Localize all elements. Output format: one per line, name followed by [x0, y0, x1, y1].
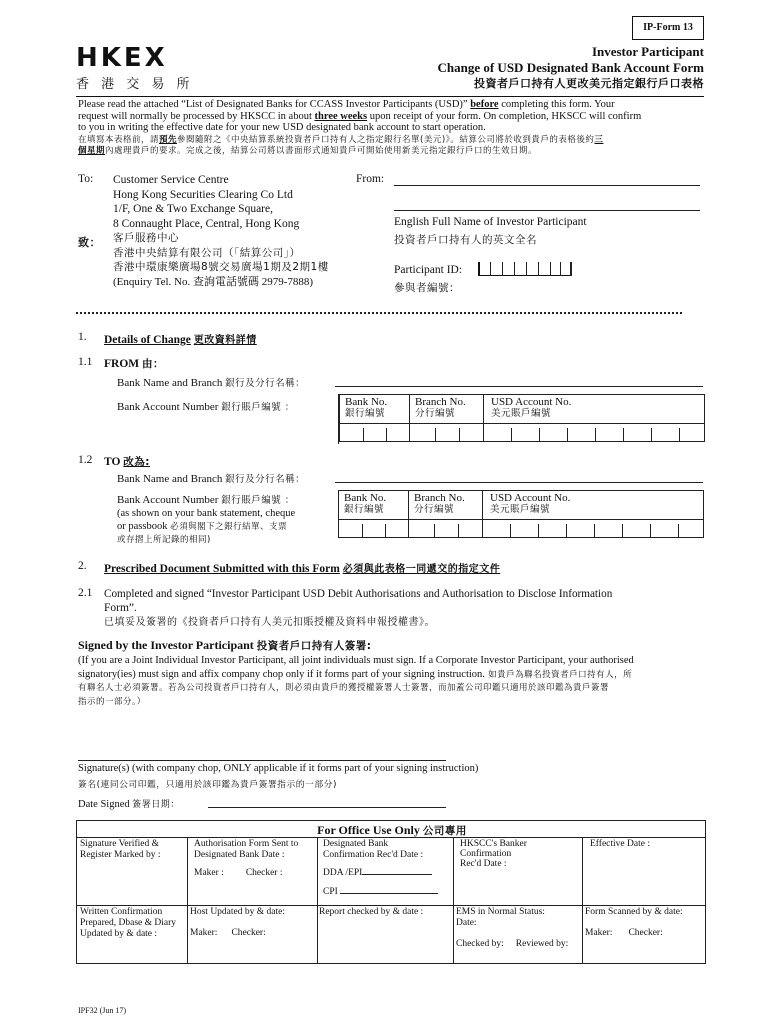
section1-num: 1.	[78, 331, 87, 343]
s11-acct-label: Bank Account Number 銀行賬戶編號 ：	[117, 401, 295, 413]
ip-name-label-zh: 投資者戶口持有人的英文全名	[394, 234, 537, 246]
col-branch-no: Branch No. 分行編號	[415, 396, 466, 419]
signed-title: Signed by the Investor Participant 投資者戶口持有人簽署:	[78, 638, 372, 652]
zhi-label: 致：	[78, 236, 101, 249]
s12-bank-name-label: Bank Name and Branch 銀行及分行名稱：	[117, 473, 306, 485]
date-signed-field[interactable]	[208, 807, 446, 808]
s11-label: FROM 由：	[104, 358, 165, 370]
cell-signature-verified: Signature Verified & Register Marked by :	[80, 839, 161, 860]
section2-num: 2.	[78, 560, 87, 572]
cell-auth-form-sent: Authorisation Form Sent to Designated Bank Date : Maker : Checker :	[194, 839, 299, 878]
cell-effective-date: Effective Date :	[590, 839, 650, 849]
s11-bank-name-field[interactable]	[335, 386, 703, 387]
title-line3-zh: 投資者戶口持有人更改美元指定銀行戶口表格	[474, 77, 704, 90]
col-branch-no: Branch No. 分行編號	[414, 492, 465, 515]
s12-acct-label: Bank Account Number 銀行賬戶編號 ： (as shown on your bank statement, cheque or passbook 必須與閣下之銀行結單、支票 或存摺上所記錄的相同)	[117, 494, 296, 545]
cell-hkscc-banker: HKSCC's Banker Confirmation Rec'd Date :	[460, 839, 527, 869]
section2-title: Prescribed Document Submitted with this Form 必須與此表格一同遞交的指定文件	[104, 563, 501, 575]
s12-acct-table[interactable]	[338, 490, 704, 540]
cell-host-updated: Host Updated by & date: Maker: Checker:	[190, 907, 285, 938]
s11-digit-boxes[interactable]	[339, 424, 705, 442]
signed-instructions: (If you are a Joint Individual Investor Participant, all joint individuals must sign. If a Corporate Investor Participant, your authorised signatory(ies) must sign and affix company chop only if it forms part of your signing instruction. 如貴戶為聯名投資者戶口持有人，所 有聯名人士必須簽署。若為公司投資者戶口持有人，則必須由貴戶的獲授權簽署人士簽署，而加蓋公司印鑑只適用於該印鑑為貴戶簽署 指示的一部分。）	[78, 655, 634, 707]
cell-written-confirmation: Written Confirmation Prepared, Dbase & Diary Updated by & date :	[80, 907, 177, 939]
section1-title: Details of Change 更改資料詳情	[104, 334, 257, 346]
from-label: From:	[356, 173, 385, 185]
cell-form-scanned: Form Scanned by & date: Maker: Checker:	[585, 907, 683, 938]
s12-label: TO 改為:	[104, 456, 150, 468]
s12-bank-name-field[interactable]	[335, 482, 703, 483]
ip-name-label: English Full Name of Investor Participant	[394, 216, 587, 228]
cell-report-checked: Report checked by & date :	[319, 907, 424, 917]
s21-num: 2.1	[78, 587, 93, 599]
s21-text: Completed and signed “Investor Participant USD Debit Authorisations and Authorisation to Disclose Information Form”. 已填妥及簽署的《投資者戶口持有人美元扣賬授權及資料申報授權書》。	[104, 588, 613, 628]
s11-bank-name-label: Bank Name and Branch 銀行及分行名稱：	[117, 377, 306, 389]
office-title: For Office Use Only 公司專用	[317, 823, 467, 837]
logo-text: HKEX	[76, 43, 168, 73]
participant-id-boxes[interactable]	[478, 262, 571, 276]
address-block: Customer Service Centre Hong Kong Securities Clearing Co Ltd 1/F, One & Two Exchange Square, 8 Connaught Place, Central, Hong Kong 客戶服務中心 香港中央結算有限公司（「結算公司」） 香港中環康樂廣場8號交易廣場1期及2期1樓 (Enquiry Tel. No. 查詢電話號碼 2979-7888)	[113, 174, 329, 288]
title-line2: Change of USD Designated Bank Account Form	[437, 60, 704, 75]
s11-acct-table[interactable]	[338, 394, 704, 444]
header-rule	[76, 96, 704, 97]
date-signed-label: Date Signed 簽署日期：	[78, 799, 180, 810]
intro-text: Please read the attached “List of Designated Banks for CCASS Investor Participants (USD)” before completing this form. Your request will normally be processed by HKSCC in about three weeks upon receipt of your form. On completion, HKSCC will confirm to you in writing the effective date for your new USD designated bank account to start operation. 在填寫本表格前，請預先參閱隨附之《中央結算系統投資者戶口持有人之指定銀行名單(美元)》。結算公司將於收到貴戶的表格後約三 個星期內處理貴戶的要求。完成之後，結算公司將以書面形式通知貴戶可開始使用新美元指定銀行戶口的生效日期。	[78, 99, 642, 156]
signature-label: Signature(s) (with company chop, ONLY applicable if it forms part of your signing instruction)	[78, 763, 479, 774]
form-title	[437, 44, 704, 92]
logo-zh: 香 港 交 易 所	[76, 77, 194, 92]
footer-code: IPF32 (Jun 17)	[78, 1006, 127, 1015]
cell-ems-status: EMS in Normal Status: Date: Checked by: Reviewed by:	[456, 907, 569, 949]
form-tag: IP-Form 13	[632, 16, 704, 40]
participant-id-label-zh: 參與者編號：	[394, 282, 460, 294]
s12-digit-boxes[interactable]	[338, 520, 704, 538]
s12-num: 1.2	[78, 454, 93, 466]
hkex-logo	[76, 44, 194, 92]
signature-field[interactable]	[78, 760, 446, 761]
from-line-1[interactable]	[394, 185, 700, 186]
title-line1: Investor Participant	[591, 44, 704, 59]
cell-bank-confirmation: Designated Bank Confirmation Rec'd Date : DDA /EPI CPI	[323, 839, 438, 898]
from-line-2[interactable]	[394, 210, 700, 211]
office-use-table	[76, 820, 706, 964]
col-usd-acct: USD Account No. 美元賬戶編號	[491, 396, 572, 419]
participant-id-label: Participant ID:	[394, 264, 463, 276]
dotted-separator	[76, 312, 682, 314]
to-label: To:	[78, 173, 94, 185]
s11-num: 1.1	[78, 356, 93, 368]
col-bank-no: Bank No. 銀行編號	[345, 396, 388, 419]
signature-label-zh: 簽名(連同公司印鑑，只適用於該印鑑為貴戶簽署指示的一部分)	[78, 780, 337, 790]
col-bank-no: Bank No. 銀行編號	[344, 492, 387, 515]
col-usd-acct: USD Account No. 美元賬戶編號	[490, 492, 571, 515]
